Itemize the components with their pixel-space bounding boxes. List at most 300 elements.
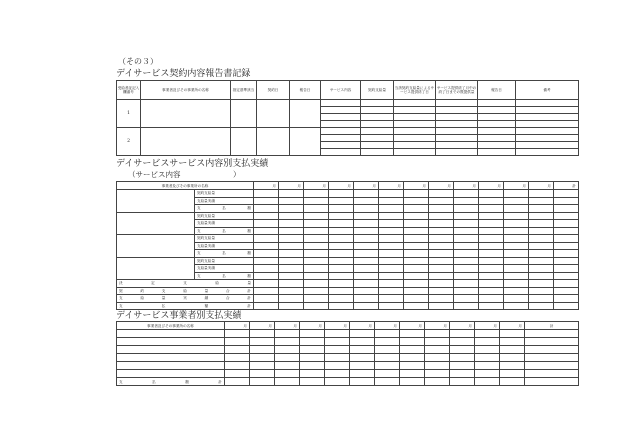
table-cell <box>404 197 429 205</box>
table-cell <box>329 212 354 220</box>
column-header: 報告日 <box>478 81 516 100</box>
table-row <box>117 235 579 243</box>
contract-report-table <box>116 80 579 156</box>
month-header: 月 <box>375 322 400 330</box>
table-cell <box>361 128 394 135</box>
month-header: 月 <box>325 322 350 330</box>
table-cell <box>379 280 404 288</box>
month-header: 月 <box>500 322 525 330</box>
table-cell <box>454 280 479 288</box>
table-cell <box>450 370 475 378</box>
table-cell <box>350 362 375 370</box>
table-cell <box>436 128 478 135</box>
table-cell <box>436 121 478 128</box>
table-cell <box>379 242 404 250</box>
table-cell <box>231 100 257 128</box>
table-cell <box>300 330 325 338</box>
table-cell <box>254 302 279 310</box>
table-cell <box>479 212 504 220</box>
table-cell <box>500 370 525 378</box>
month-header: 月 <box>354 182 379 190</box>
month-header: 月 <box>429 182 454 190</box>
table-cell <box>279 302 304 310</box>
table-cell <box>254 250 279 258</box>
provider-name-cell <box>117 257 195 280</box>
table-cell <box>361 121 394 128</box>
table-cell <box>329 227 354 235</box>
table-cell <box>475 354 500 362</box>
table-cell <box>304 235 329 243</box>
table-cell <box>254 280 279 288</box>
table-cell <box>250 378 275 386</box>
row-label: 支払額 <box>195 205 254 213</box>
table-cell <box>425 362 450 370</box>
table-cell <box>275 362 300 370</box>
table-cell <box>504 197 529 205</box>
month-header: 月 <box>275 322 300 330</box>
table-cell <box>290 100 321 128</box>
table-cell <box>554 235 579 243</box>
table-cell <box>504 265 529 273</box>
table-cell <box>375 362 400 370</box>
table-cell <box>354 212 379 220</box>
table-cell <box>504 272 529 280</box>
table-cell <box>436 107 478 114</box>
table-cell <box>404 235 429 243</box>
table-cell <box>504 295 529 303</box>
table-cell <box>300 354 325 362</box>
table-cell <box>478 128 516 135</box>
table-cell <box>404 205 429 213</box>
table-cell <box>354 265 379 273</box>
table-cell <box>436 142 478 149</box>
table-cell <box>454 220 479 228</box>
table-cell <box>516 142 579 149</box>
table-cell <box>454 242 479 250</box>
table-cell <box>504 212 529 220</box>
table-cell <box>379 295 404 303</box>
table-cell <box>329 265 354 273</box>
table-cell <box>321 135 361 142</box>
table-cell <box>329 242 354 250</box>
table-cell <box>379 205 404 213</box>
table-cell <box>254 235 279 243</box>
table-cell <box>325 378 350 386</box>
table-cell <box>361 135 394 142</box>
table-cell <box>379 227 404 235</box>
table-cell <box>350 330 375 338</box>
table-cell <box>429 190 454 198</box>
table-cell <box>554 257 579 265</box>
table-cell <box>516 128 579 135</box>
table-row <box>117 190 579 198</box>
table-cell <box>117 330 225 338</box>
table-cell <box>279 265 304 273</box>
table-cell <box>304 197 329 205</box>
column-header: 契約支給量 <box>361 81 394 100</box>
table-cell <box>354 227 379 235</box>
table-cell <box>117 370 225 378</box>
month-header: 月 <box>454 182 479 190</box>
table-cell <box>525 362 579 370</box>
table-cell <box>279 212 304 220</box>
table-cell <box>400 362 425 370</box>
table-cell <box>475 362 500 370</box>
month-header: 月 <box>254 182 279 190</box>
table-cell <box>554 250 579 258</box>
table-cell <box>454 250 479 258</box>
table-cell <box>279 190 304 198</box>
table-cell <box>404 265 429 273</box>
table-cell <box>275 378 300 386</box>
table-cell <box>300 378 325 386</box>
column-header: サービス内容 <box>321 81 361 100</box>
header-row <box>117 182 579 190</box>
table-row <box>117 330 579 338</box>
header-row <box>117 81 579 100</box>
table-cell <box>450 338 475 346</box>
column-header: 受給者証記入欄番号 <box>117 81 141 100</box>
table-cell <box>500 338 525 346</box>
table-cell <box>436 100 478 107</box>
month-header: 月 <box>404 182 429 190</box>
table-cell <box>379 220 404 228</box>
table-cell <box>450 378 475 386</box>
table-cell <box>504 302 529 310</box>
table-cell <box>254 265 279 273</box>
table-cell <box>554 197 579 205</box>
table-cell <box>525 330 579 338</box>
table-cell <box>354 295 379 303</box>
table-cell <box>300 346 325 354</box>
table-cell <box>329 295 354 303</box>
table-cell <box>329 287 354 295</box>
total-header: 計 <box>525 322 579 330</box>
table-cell <box>279 280 304 288</box>
table-cell <box>529 235 554 243</box>
table-cell <box>554 242 579 250</box>
table-cell <box>254 242 279 250</box>
table-cell <box>354 205 379 213</box>
table-row <box>117 346 579 354</box>
table-cell <box>554 205 579 213</box>
table-cell <box>225 362 250 370</box>
table-cell <box>275 370 300 378</box>
table-cell <box>117 338 225 346</box>
summary-row <box>117 280 579 288</box>
table-cell <box>325 362 350 370</box>
month-header: 月 <box>300 322 325 330</box>
row-label: 支給量実績 <box>195 265 254 273</box>
table-cell <box>404 257 429 265</box>
header-row <box>117 322 579 330</box>
table-cell <box>379 265 404 273</box>
table-cell <box>250 370 275 378</box>
month-header: 月 <box>425 322 450 330</box>
row-label: 支給量実績 <box>195 197 254 205</box>
table-cell <box>329 257 354 265</box>
table-cell <box>329 235 354 243</box>
table-cell <box>400 370 425 378</box>
table-cell <box>329 302 354 310</box>
table-cell <box>304 212 329 220</box>
table-cell <box>436 114 478 121</box>
month-header: 月 <box>479 182 504 190</box>
table-cell <box>429 235 454 243</box>
table-cell <box>404 220 429 228</box>
table-cell <box>275 346 300 354</box>
table-cell <box>225 346 250 354</box>
table-cell <box>361 149 394 156</box>
table-cell <box>275 338 300 346</box>
table-cell <box>379 197 404 205</box>
table-cell <box>350 378 375 386</box>
table-cell <box>394 149 436 156</box>
table-cell <box>379 235 404 243</box>
table-cell <box>529 212 554 220</box>
table-cell <box>354 250 379 258</box>
month-header: 月 <box>350 322 375 330</box>
table-cell <box>425 330 450 338</box>
table-cell <box>304 220 329 228</box>
column-header: 事業者及びその事業所の名称 <box>117 322 225 330</box>
table-cell <box>379 302 404 310</box>
month-header: 月 <box>279 182 304 190</box>
column-header: 当該契約支給量によるサービス提供終了日 <box>394 81 436 100</box>
table-cell <box>436 149 478 156</box>
table-cell <box>254 205 279 213</box>
table-cell <box>554 227 579 235</box>
column-header: 契約日 <box>257 81 290 100</box>
table-cell <box>254 220 279 228</box>
table-cell <box>325 330 350 338</box>
column-header: サービス提供終了月中の終了日までの既提供量 <box>436 81 478 100</box>
table-cell <box>478 107 516 114</box>
table-cell <box>304 257 329 265</box>
table-cell <box>479 190 504 198</box>
table-cell <box>554 272 579 280</box>
table-cell <box>321 149 361 156</box>
table-cell <box>275 330 300 338</box>
table-cell <box>321 121 361 128</box>
table-cell <box>250 362 275 370</box>
table-cell <box>479 205 504 213</box>
table-cell <box>354 220 379 228</box>
table-row <box>117 257 579 265</box>
table-cell <box>454 265 479 273</box>
table-cell <box>479 302 504 310</box>
table-cell <box>529 302 554 310</box>
table-cell <box>350 370 375 378</box>
table-cell <box>450 346 475 354</box>
section3-title: デイサービス事業者別支払実績 <box>116 311 242 321</box>
month-header: 月 <box>475 322 500 330</box>
table-cell <box>478 121 516 128</box>
table-cell <box>454 190 479 198</box>
provider-name-cell <box>117 212 195 235</box>
table-cell <box>304 190 329 198</box>
table-cell <box>329 190 354 198</box>
table-row <box>117 370 579 378</box>
table-cell <box>529 250 554 258</box>
row-label: 支払額 <box>195 250 254 258</box>
table-cell <box>404 250 429 258</box>
summary-row <box>117 295 579 303</box>
table-cell <box>404 280 429 288</box>
table-cell <box>404 212 429 220</box>
table-cell <box>225 330 250 338</box>
section2-subtitle: （サービス内容 ） <box>128 170 241 179</box>
table-cell <box>529 190 554 198</box>
table-row <box>117 338 579 346</box>
table-cell <box>516 121 579 128</box>
table-cell <box>479 235 504 243</box>
table-cell <box>279 220 304 228</box>
table-cell <box>394 142 436 149</box>
table-cell <box>379 190 404 198</box>
table-cell <box>304 227 329 235</box>
table-cell <box>304 280 329 288</box>
summary-label: 決定支給量 <box>117 280 254 288</box>
table-cell <box>375 354 400 362</box>
table-cell <box>529 197 554 205</box>
table-cell <box>354 287 379 295</box>
page-label: （その３） <box>118 57 158 66</box>
table-cell <box>425 354 450 362</box>
table-cell <box>425 338 450 346</box>
table-cell <box>400 346 425 354</box>
table-cell <box>250 330 275 338</box>
table-cell <box>375 330 400 338</box>
table-cell <box>516 100 579 107</box>
table-cell <box>379 212 404 220</box>
table-cell <box>225 338 250 346</box>
table-cell <box>254 212 279 220</box>
summary-label: 支払額計 <box>117 378 225 386</box>
table-cell <box>429 197 454 205</box>
table-cell <box>354 190 379 198</box>
column-header: 事業者及びその事業所の名称 <box>141 81 231 100</box>
table-cell <box>425 370 450 378</box>
table-cell <box>554 190 579 198</box>
month-header: 月 <box>250 322 275 330</box>
table-cell <box>290 128 321 156</box>
table-cell <box>554 295 579 303</box>
column-header: 事業者及びその事業所の名称 <box>117 182 254 190</box>
table-cell <box>429 227 454 235</box>
month-header: 月 <box>400 322 425 330</box>
table-cell <box>354 272 379 280</box>
table-cell <box>454 272 479 280</box>
table-cell <box>529 265 554 273</box>
table-cell <box>504 280 529 288</box>
table-row <box>117 362 579 370</box>
table-cell <box>479 227 504 235</box>
table-cell <box>454 257 479 265</box>
table-cell <box>429 220 454 228</box>
table-cell <box>254 227 279 235</box>
table-cell <box>429 212 454 220</box>
table-cell <box>479 250 504 258</box>
table-cell <box>529 280 554 288</box>
table-cell <box>225 370 250 378</box>
summary-label: 契約支給量合計 <box>117 287 254 295</box>
table-cell <box>450 330 475 338</box>
row-number: 2 <box>117 128 141 156</box>
table-cell <box>304 272 329 280</box>
table-cell <box>379 250 404 258</box>
table-cell <box>325 346 350 354</box>
table-cell <box>479 287 504 295</box>
table-cell <box>500 330 525 338</box>
table-cell <box>475 330 500 338</box>
table-cell <box>516 149 579 156</box>
table-cell <box>516 135 579 142</box>
table-cell <box>554 302 579 310</box>
table-cell <box>250 354 275 362</box>
table-cell <box>300 338 325 346</box>
provider-name-cell <box>117 190 195 213</box>
table-cell <box>500 354 525 362</box>
table-cell <box>117 362 225 370</box>
table-cell <box>304 302 329 310</box>
summary-row <box>117 378 579 386</box>
table-cell <box>429 242 454 250</box>
table-cell <box>454 227 479 235</box>
table-cell <box>300 362 325 370</box>
month-header: 月 <box>450 322 475 330</box>
table-cell <box>231 128 257 156</box>
summary-label: 支給量実績合計 <box>117 295 254 303</box>
table-cell <box>394 107 436 114</box>
table-cell <box>254 197 279 205</box>
table-cell <box>479 272 504 280</box>
table-cell <box>250 338 275 346</box>
table-cell <box>350 346 375 354</box>
table-cell <box>525 346 579 354</box>
table-cell <box>375 370 400 378</box>
row-label: 支払額 <box>195 272 254 280</box>
table-cell <box>529 220 554 228</box>
table-cell <box>361 114 394 121</box>
table-cell <box>375 378 400 386</box>
table-cell <box>141 100 231 128</box>
table-cell <box>404 295 429 303</box>
table-row <box>117 128 579 135</box>
table-cell <box>394 135 436 142</box>
table-cell <box>450 362 475 370</box>
table-cell <box>454 302 479 310</box>
table-cell <box>478 149 516 156</box>
table-cell <box>379 257 404 265</box>
table-cell <box>279 197 304 205</box>
table-cell <box>329 272 354 280</box>
table-cell <box>394 114 436 121</box>
table-cell <box>394 121 436 128</box>
table-cell <box>450 354 475 362</box>
table-row <box>117 100 579 107</box>
table-cell <box>479 295 504 303</box>
table-cell <box>279 287 304 295</box>
table-cell <box>325 370 350 378</box>
row-label: 支払額 <box>195 227 254 235</box>
table-cell <box>475 370 500 378</box>
table-cell <box>404 272 429 280</box>
table-cell <box>554 212 579 220</box>
table-cell <box>475 378 500 386</box>
table-cell <box>254 257 279 265</box>
table-cell <box>529 295 554 303</box>
